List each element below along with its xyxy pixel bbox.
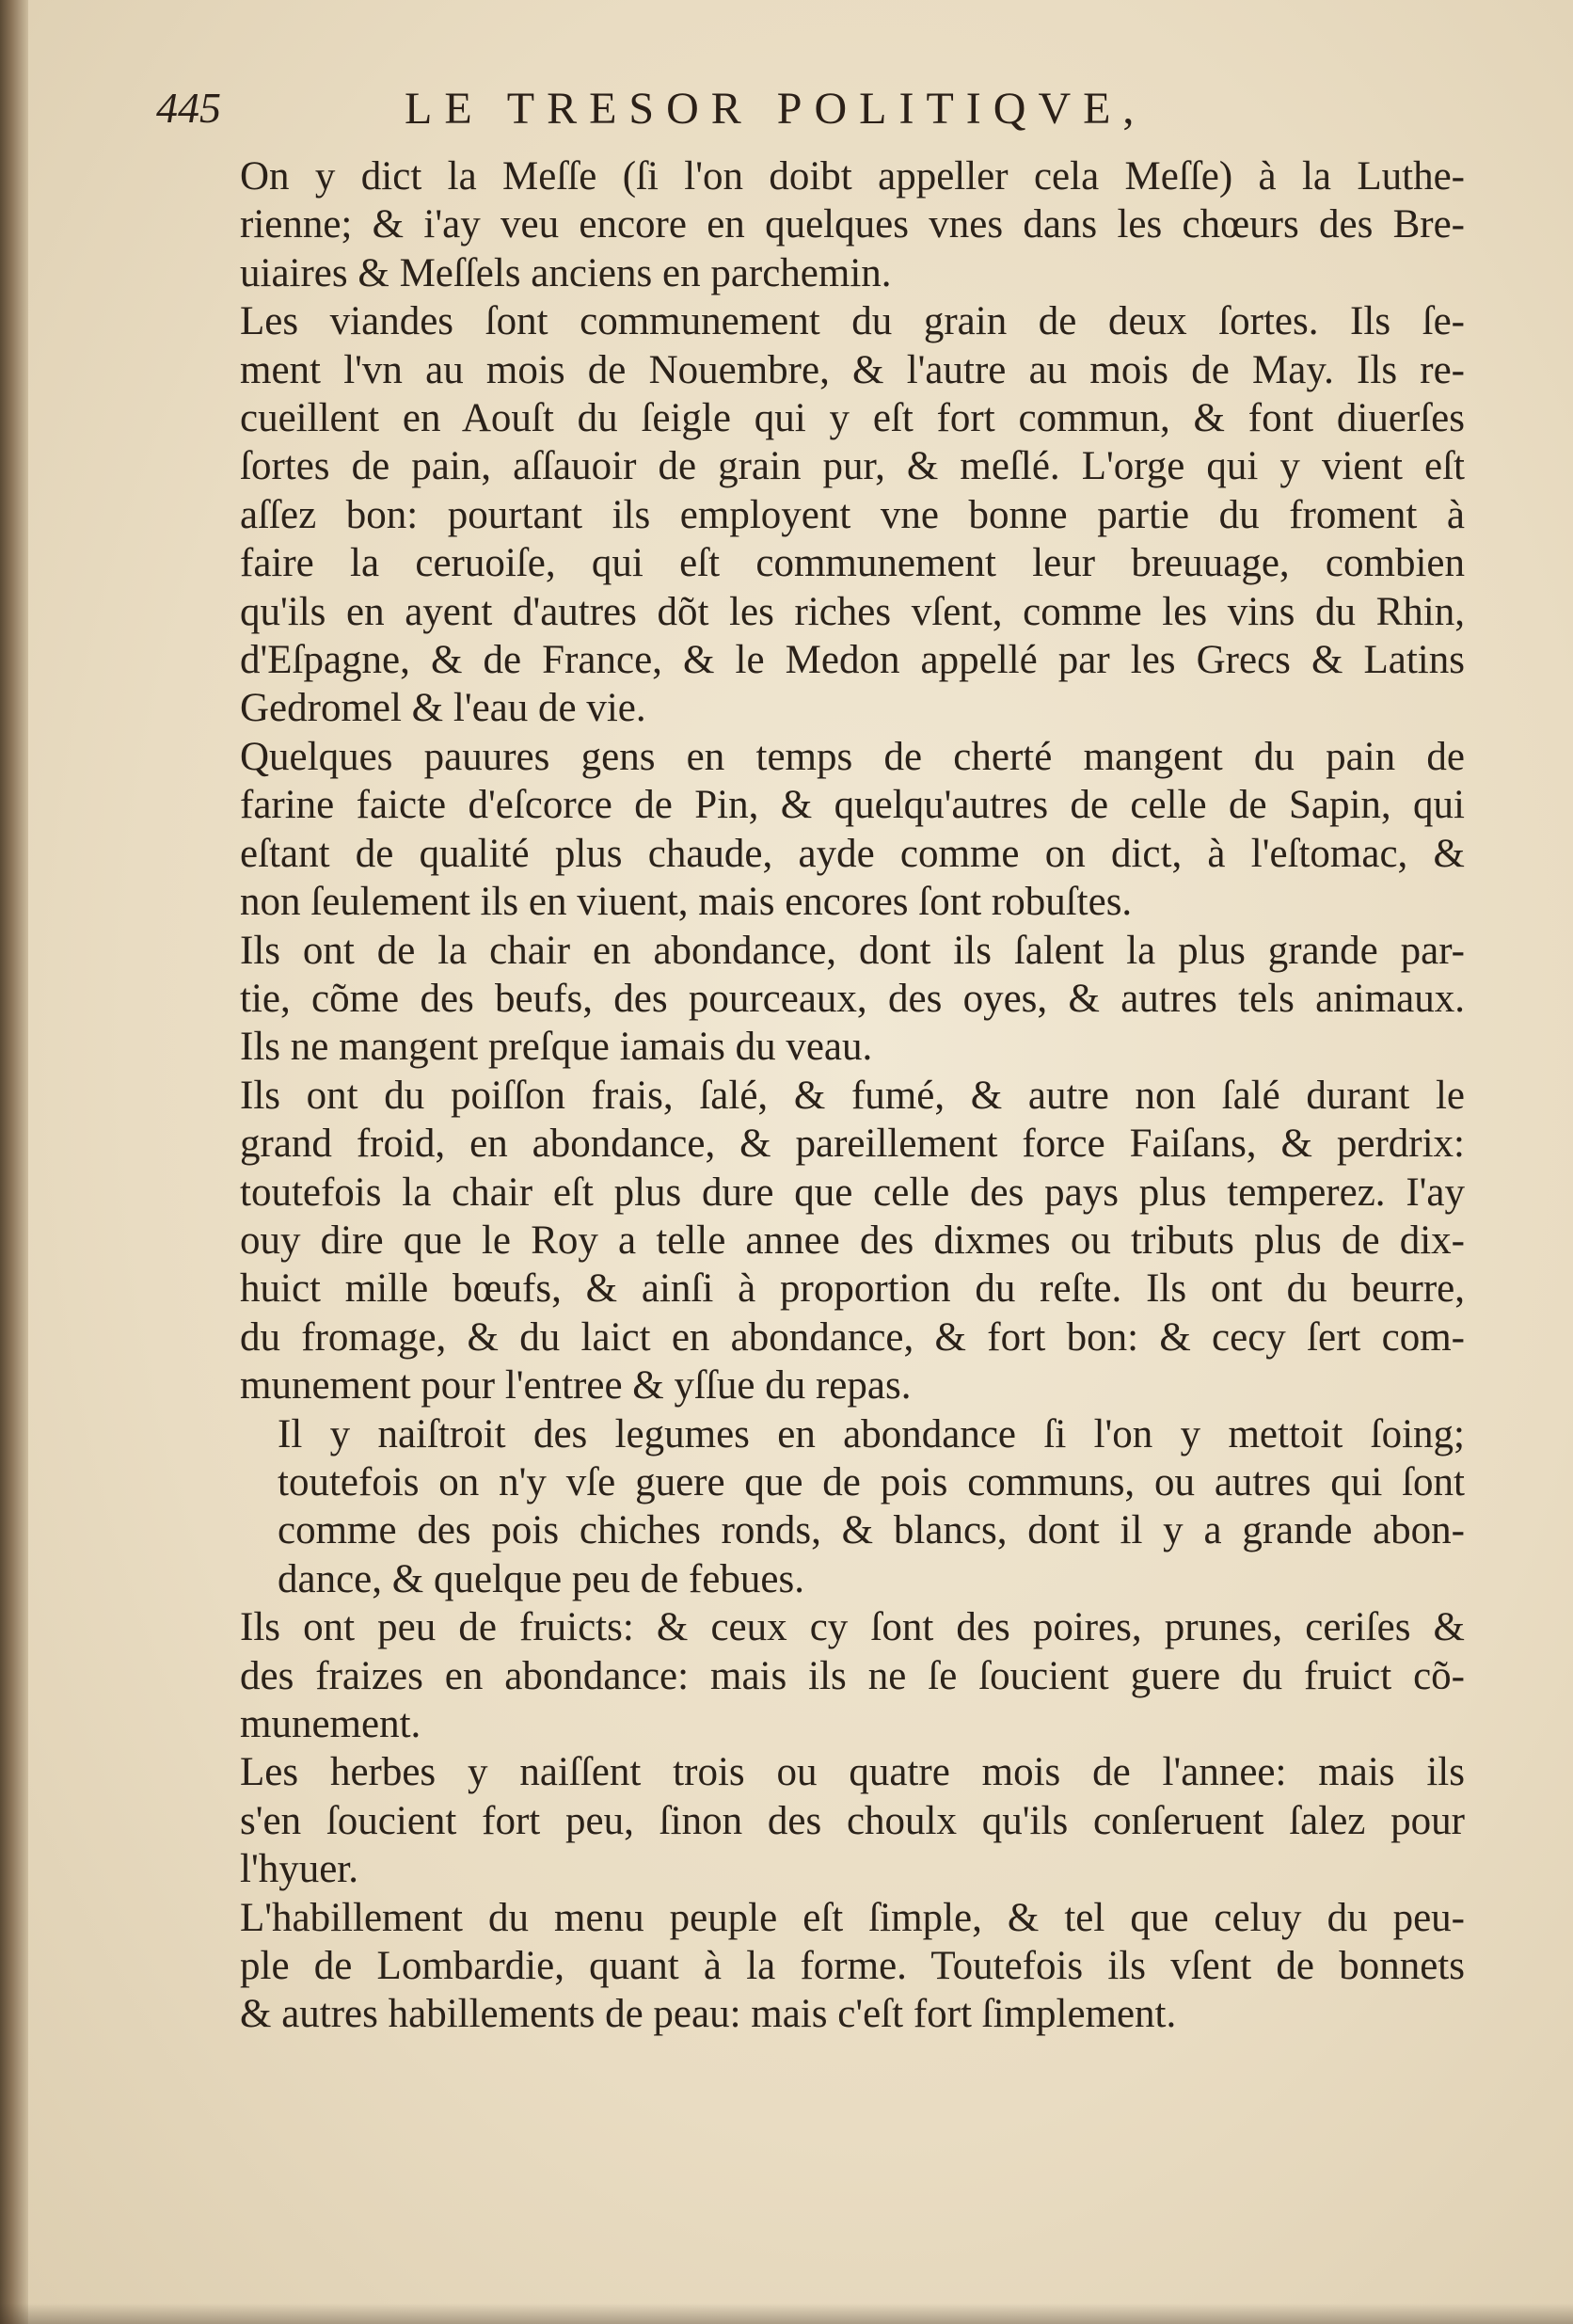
text-line: Ils ont du poiſſon frais, ſalé, & fumé, & autre non ſalé durant le [240,1073,1465,1118]
binding-gutter [0,0,28,2324]
text-line: farine faicte d'eſcorce de Pin, & quelqu'autres de celle de Sapin, qui [240,783,1465,828]
text-line: On y dict la Meſſe (ſi l'on doibt appeller cela Meſſe) à la Luthe- [240,154,1465,199]
text-line: Quelques pauures gens en temps de cherté mangent du pain de [240,734,1465,779]
text-line: ple de Lombardie, quant à la forme. Toutefois ils vſent de bonnets [240,1944,1465,1989]
text-line: ſortes de pain, aſſauoir de grain pur, & meſlé. L'orge qui y vient eſt [240,444,1465,489]
text-line: tie, cõme des beufs, des pourceaux, des oyes, & autres tels animaux. [240,976,1465,1021]
paragraph [193,297,1465,733]
page-header [151,83,1468,149]
text-line: grand froid, en abondance, & pareillement force Faiſans, & perdrix: [240,1122,1465,1167]
paragraph [193,152,1465,297]
text-line: & autres habillements de peau: mais c'eſt fort ſimplement. [240,1992,1177,2037]
page-edge-shadow [0,2303,1573,2324]
text-line: munement. [240,1702,421,1746]
text-line: Ils ne mangent preſque iamais du veau. [240,1025,873,1070]
text-line: cueillent en Aouſt du ſeigle qui y eſt fort commun, & font diuerſes [240,396,1465,441]
paragraph [193,733,1465,927]
paragraph [193,1603,1465,1748]
paragraph [193,927,1465,1072]
page-number: 445 [156,84,221,132]
text-line: Les herbes y naiſſent trois ou quatre mois de l'annee: mais ils [240,1750,1465,1795]
text-line: qu'ils en ayent d'autres dõt les riches vſent, comme les vins du Rhin, [240,589,1465,634]
body-text [193,152,1465,2039]
text-line: Gedromel & l'eau de vie. [240,686,646,731]
text-line: ment l'vn au mois de Nouembre, & l'autre au mois de May. Ils re- [240,347,1465,392]
paragraph [193,1894,1465,2039]
text-line: aſſez bon: pourtant ils employent vne bonne partie du froment à [240,492,1465,537]
text-line: rienne; & i'ay veu encore en quelques vnes dans les chœurs des Bre- [240,202,1465,247]
text-line: Il y naiſtroit des legumes en abondance ſi l'on y mettoit ſoing; [278,1411,1465,1456]
text-line: Ils ont de la chair en abondance, dont ils ſalent la plus grande par- [240,928,1465,973]
text-line: L'habillement du menu peuple eſt ſimple, & tel que celuy du peu- [240,1895,1465,1940]
paragraph [193,1748,1465,1893]
text-line: toutefois on n'y vſe guere que de pois communs, ou autres qui ſont [278,1459,1465,1504]
text-line: munement pour l'entree & yſſue du repas. [240,1363,912,1409]
text-line: s'en ſoucient fort peu, ſinon des choulx qu'ils conſeruent ſalez pour [240,1798,1465,1843]
running-title: LE TRESOR POLITIQVE, [405,84,1147,134]
text-line: non ſeulement ils en viuent, mais encores ſont robuſtes. [240,880,1133,925]
text-line: ouy dire que le Roy a telle annee des dixmes ou tributs plus de dix- [240,1218,1465,1263]
text-line: toutefois la chair eſt plus dure que celle des pays plus temperez. I'ay [240,1170,1465,1215]
text-line: eſtant de qualité plus chaude, ayde comme on dict, à l'eſtomac, & [240,831,1465,876]
text-line: Ils ont peu de fruicts: & ceux cy ſont des poires, prunes, ceriſes & [240,1605,1465,1650]
text-line: l'hyuer. [240,1847,358,1892]
paragraph [193,1410,1465,1604]
text-line: huict mille bœufs, & ainſi à proportion du reſte. Ils ont du beurre, [240,1266,1465,1312]
text-line: faire la ceruoiſe, qui eſt communement leur breuuage, combien [240,541,1465,586]
text-line: d'Eſpagne, & de France, & le Medon appellé par les Grecs & Latins [240,638,1465,683]
text-line: uiaires & Meſſels anciens en parchemin. [240,250,892,295]
text-line: Les viandes ſont communement du grain de deux ſortes. Ils ſe- [240,299,1465,344]
text-line: du fromage, & du laict en abondance, & fort bon: & cecy ſert com- [240,1314,1465,1360]
text-line: dance, & quelque peu de febues. [278,1556,804,1601]
text-line: comme des pois chiches ronds, & blancs, dont il y a grande abon- [278,1508,1465,1553]
text-line: des fraizes en abondance: mais ils ne ſe ſoucient guere du fruict cõ- [240,1653,1465,1698]
paragraph [193,1072,1465,1410]
